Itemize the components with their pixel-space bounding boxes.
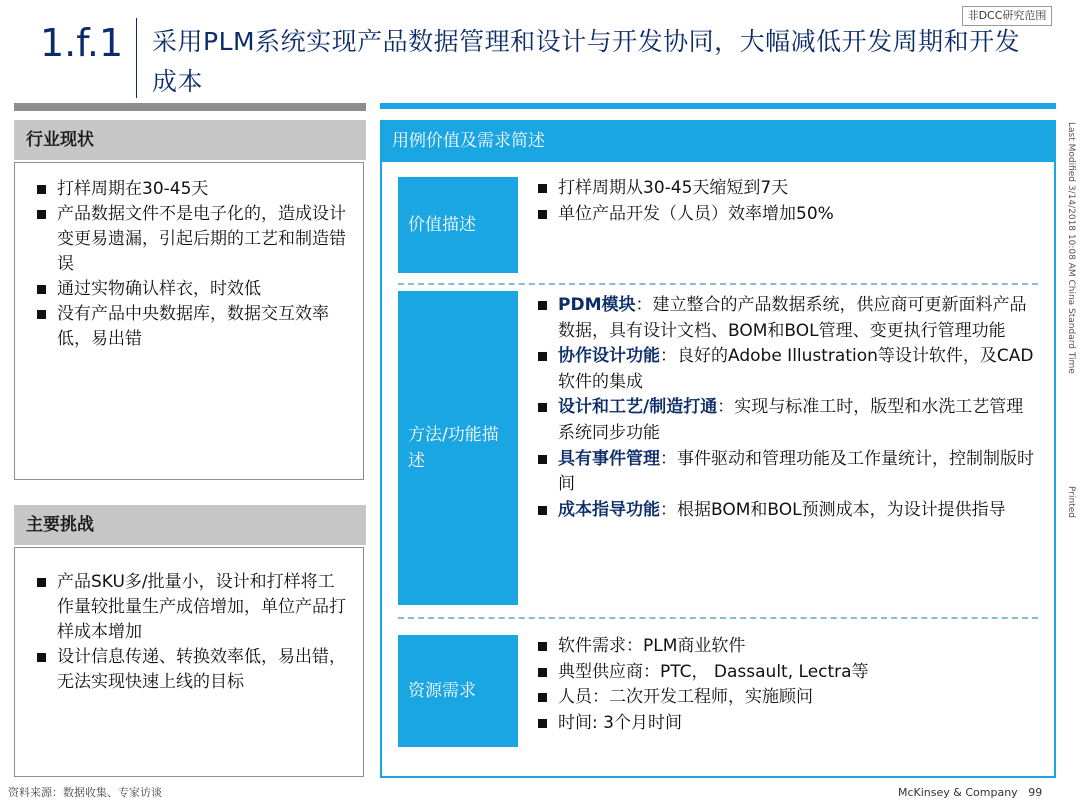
last-modified-note: Last Modified 3/14/2018 10:08 AM China Standard Time — [1066, 122, 1076, 374]
section-divider — [398, 283, 1038, 285]
resources-label-text: 资源需求 — [408, 681, 476, 701]
method-content — [534, 293, 1034, 523]
list-item: 时间: 3个月时间 — [534, 711, 1034, 737]
description: ：事件驱动和管理功能及工作量统计，控制制版时间 — [558, 448, 1034, 495]
slide-number: 1.f.1 — [40, 21, 124, 65]
scope-tag: 非DCC研究范围 — [962, 6, 1052, 26]
value-content — [534, 176, 1034, 227]
keyword: 成本指导功能 — [558, 499, 660, 520]
left-title-rule — [14, 103, 366, 111]
list-item — [534, 344, 1034, 395]
industry-status-heading: 行业现状 — [14, 120, 366, 160]
list-item: 产品数据文件不是电子化的，造成设计变更易遗漏，引起后期的工艺和制造错误 — [33, 202, 351, 277]
main-challenges-panel — [14, 547, 364, 777]
list-item: 产品SKU多/批量小，设计和打样将工作量较批量生产成倍增加，单位产品打样成本增加 — [33, 570, 351, 645]
resources-content — [534, 634, 1034, 736]
list-item: 人员：二次开发工程师，实施顾问 — [534, 685, 1034, 711]
description: ：实现与标准工时，版型和水洗工艺管理系统同步功能 — [558, 397, 1024, 443]
list-item: 设计信息传递、转换效率低，易出错，无法实现快速上线的目标 — [33, 645, 351, 695]
section-divider — [398, 617, 1038, 619]
value-label — [398, 177, 518, 273]
main-challenges-heading: 主要挑战 — [14, 505, 366, 545]
list-item — [534, 447, 1034, 498]
company-name: McKinsey & Company — [898, 786, 1018, 799]
list-item: 单位产品开发（人员）效率增加50% — [534, 202, 1034, 228]
method-label — [398, 291, 518, 605]
value-label-text: 价值描述 — [408, 215, 476, 235]
list-item — [534, 395, 1034, 446]
keyword: 具有事件管理 — [558, 448, 660, 469]
keyword: 设计和工艺/制造打通 — [558, 397, 718, 418]
list-item: 典型供应商：PTC， Dassault, Lectra等 — [534, 660, 1034, 686]
industry-status-list — [33, 177, 351, 352]
printed-note: Printed — [1066, 486, 1076, 518]
list-item — [534, 293, 1034, 344]
description: ：良好的Adobe Illustration等设计软件，及CAD软件的集成 — [558, 346, 1034, 392]
keyword: 协作设计功能 — [558, 346, 660, 367]
list-item: 打样周期在30-45天 — [33, 177, 351, 202]
list-item: 打样周期从30-45天缩短到7天 — [534, 176, 1034, 202]
main-challenges-list — [33, 570, 351, 695]
description: ：根据BOM和BOL预测成本，为设计提供指导 — [660, 499, 1006, 520]
keyword: PDM模块 — [558, 295, 636, 315]
list-item: 通过实物确认样衣，时效低 — [33, 277, 351, 302]
slide-title: 采用PLM系统实现产品数据管理和设计与开发协同，大幅减低开发周期和开发成本 — [152, 27, 1021, 96]
resources-label — [398, 635, 518, 747]
description: ：建立整合的产品数据系统，供应商可更新面料产品数据，具有设计文档、BOM和BOL管理、变更执行管理功能 — [558, 295, 1027, 341]
list-item: 软件需求：PLM商业软件 — [534, 634, 1034, 660]
use-case-heading: 用例价值及需求简述 — [380, 120, 1056, 162]
method-label-text: 方法/功能描述 — [408, 425, 499, 471]
title-divider — [136, 18, 137, 98]
right-title-rule — [380, 103, 1056, 109]
source-note: 资料来源：数据收集、专家访谈 — [8, 786, 162, 799]
list-item — [534, 498, 1034, 524]
industry-status-panel — [14, 162, 364, 480]
page-number: 99 — [1028, 786, 1043, 799]
footer-company — [898, 786, 1042, 800]
list-item: 没有产品中央数据库，数据交互效率低，易出错 — [33, 302, 351, 352]
